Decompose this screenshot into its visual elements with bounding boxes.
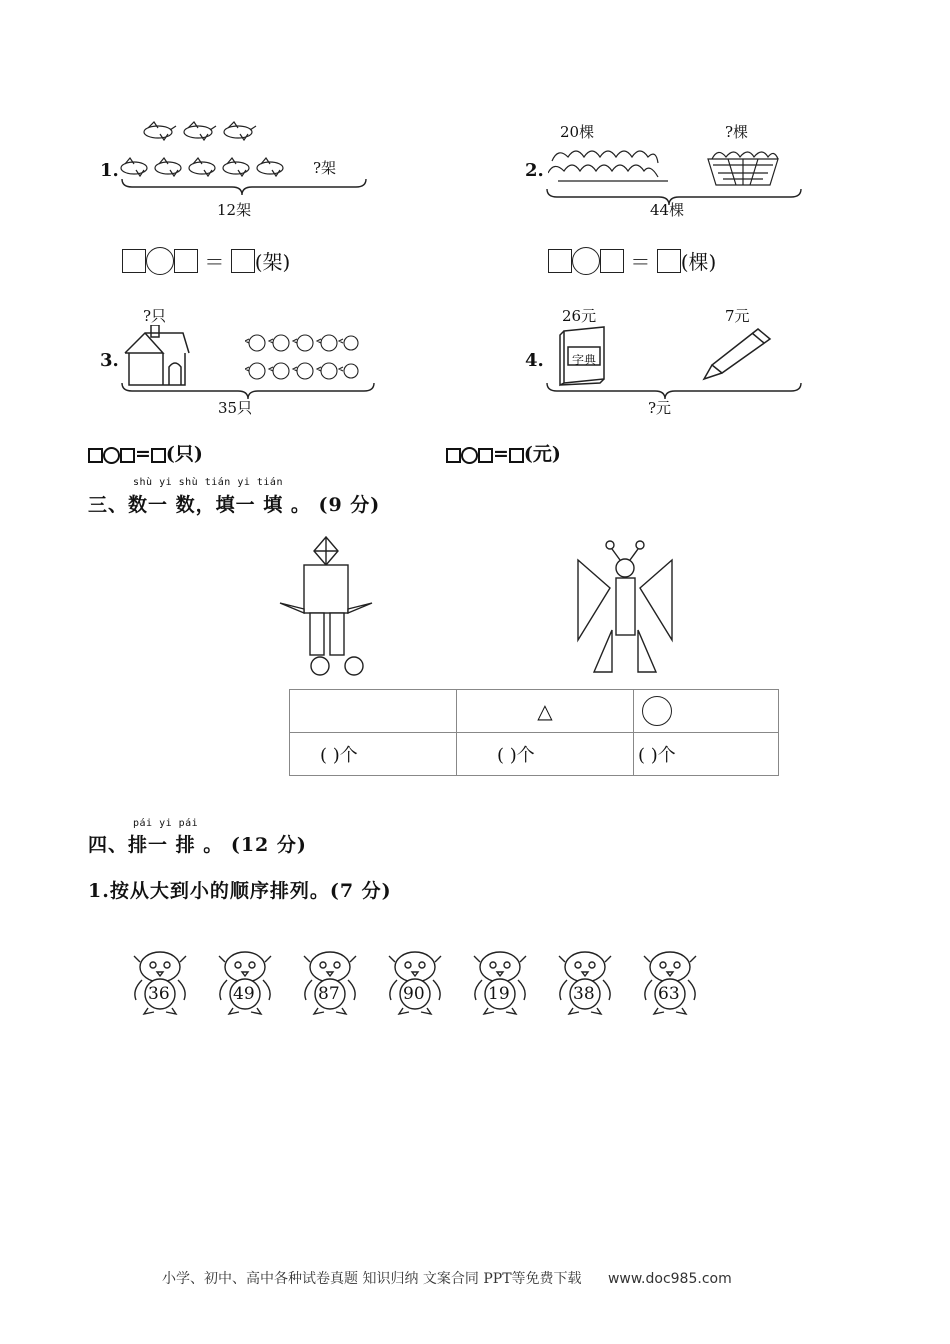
problem-number: 1.	[100, 160, 119, 181]
penguin-card	[130, 950, 190, 1016]
penguin-icon	[470, 950, 530, 1016]
total-label: 35只	[218, 399, 253, 417]
table-header-cell	[634, 690, 779, 733]
section-4-pinyin: pái yi pái	[133, 818, 199, 829]
unknown-label: ?棵	[725, 123, 749, 141]
equation-row-2	[548, 246, 716, 275]
unit-label: (棵)	[680, 250, 717, 274]
problem-number: 2.	[525, 160, 544, 181]
section-4-title: 四、排一 排 。 (12 分)	[88, 834, 307, 856]
circle-icon	[642, 696, 672, 726]
brace	[120, 177, 370, 197]
answer-box[interactable]	[122, 249, 146, 273]
answer-box[interactable]	[446, 448, 461, 463]
penguin-number: 63	[658, 984, 680, 1004]
answer-box[interactable]	[120, 448, 135, 463]
total-label: 12架	[217, 201, 252, 219]
section-4-question-1: 1.按从大到小的顺序排列。(7 分)	[88, 880, 392, 902]
vegetables-illustration	[548, 141, 788, 191]
footer-url[interactable]: www.doc985.com	[607, 1271, 732, 1287]
section-3-title: 三、数一 数，填一 填 。 (9 分)	[88, 494, 381, 516]
table-header-cell	[457, 690, 634, 733]
penguin-card	[470, 950, 530, 1016]
result-box[interactable]	[657, 249, 681, 273]
known-label: 26元	[562, 307, 597, 325]
answer-box[interactable]	[88, 448, 103, 463]
footer	[162, 1268, 732, 1288]
answer-box[interactable]	[174, 249, 198, 273]
penguin-icon	[385, 950, 445, 1016]
penguin-card	[385, 950, 445, 1016]
table-row	[290, 733, 779, 776]
equals-sign: ＝	[204, 250, 225, 274]
penguin-icon	[555, 950, 615, 1016]
equals-sign: =	[135, 443, 151, 465]
problem-number: 4.	[525, 350, 544, 371]
penguin-icon	[215, 950, 275, 1016]
table-header-cell	[290, 690, 457, 733]
penguin-card	[300, 950, 360, 1016]
equals-sign: ＝	[630, 250, 651, 274]
problem-1	[95, 115, 365, 225]
answer-cell[interactable]: ( )个	[634, 733, 779, 776]
answer-box[interactable]	[548, 249, 572, 273]
table-row	[290, 690, 779, 733]
penguin-number: 49	[233, 984, 255, 1004]
answer-box[interactable]	[600, 249, 624, 273]
result-box[interactable]	[151, 448, 166, 463]
pen-illustration	[700, 327, 772, 383]
footer-text: 小学、初中、高中各种试卷真题 知识归纳 文案合同 PPT等免费下载	[162, 1271, 582, 1287]
operator-circle[interactable]	[146, 247, 174, 275]
unit-label: (元)	[523, 443, 561, 465]
dictionary-label: 字典	[572, 353, 597, 367]
problem-number: 3.	[100, 350, 119, 371]
penguin-card	[215, 950, 275, 1016]
section-3-pinyin: shù yi shù tián yi tián	[133, 477, 283, 488]
penguin-card	[555, 950, 615, 1016]
unit-label: (只)	[165, 443, 203, 465]
penguin-number: 90	[403, 984, 425, 1004]
brace	[545, 381, 805, 401]
butterfly-figure	[572, 540, 678, 675]
unknown-label: ?只	[143, 307, 167, 325]
total-label: 44棵	[650, 201, 685, 219]
result-box[interactable]	[509, 448, 524, 463]
known-label: 7元	[725, 307, 750, 325]
chicks-illustration	[245, 329, 360, 389]
equation-row-4	[446, 439, 561, 466]
equation-row-1	[122, 246, 290, 275]
penguin-row	[130, 950, 710, 1020]
problem-3	[95, 305, 375, 420]
house-illustration	[123, 325, 193, 387]
unknown-label: ?架	[313, 159, 337, 177]
answer-cell[interactable]: ( )个	[457, 733, 634, 776]
robot-figure	[276, 535, 376, 677]
operator-circle[interactable]	[103, 447, 120, 464]
penguin-card	[640, 950, 700, 1016]
problem-4	[520, 305, 790, 420]
count-table	[289, 689, 779, 776]
total-label: ?元	[648, 399, 672, 417]
equation-row-3	[88, 439, 203, 466]
triangle-icon: △	[537, 699, 553, 723]
penguin-number: 36	[148, 984, 170, 1004]
penguin-number: 38	[573, 984, 595, 1004]
penguin-number: 87	[318, 984, 340, 1004]
equals-sign: =	[493, 443, 509, 465]
penguin-icon	[300, 950, 360, 1016]
penguin-icon	[640, 950, 700, 1016]
problem-2	[520, 115, 790, 225]
penguin-number: 19	[488, 984, 510, 1004]
operator-circle[interactable]	[572, 247, 600, 275]
known-label: 20棵	[560, 123, 595, 141]
answer-cell[interactable]: ( )个	[290, 733, 457, 776]
operator-circle[interactable]	[461, 447, 478, 464]
penguin-icon	[130, 950, 190, 1016]
answer-box[interactable]	[478, 448, 493, 463]
result-box[interactable]	[231, 249, 255, 273]
unit-label: (架)	[254, 250, 291, 274]
